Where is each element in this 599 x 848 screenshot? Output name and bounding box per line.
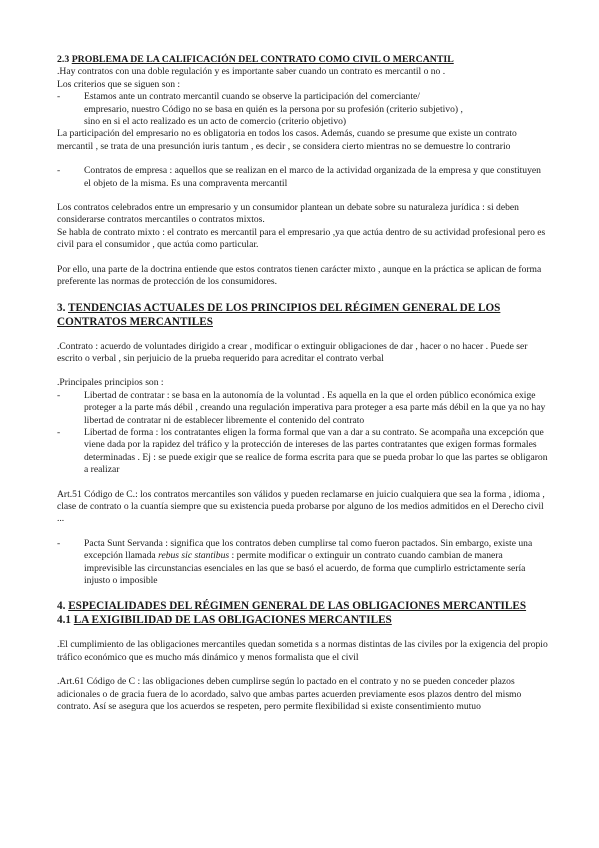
paragraph: .Principales principios son : — [57, 377, 164, 389]
heading-4 — [57, 599, 549, 613]
paragraph: .Hay contratos con una doble regulación y es importante saber cuando un contrato es mercantil o no . — [57, 66, 446, 78]
heading-title: LA EXIGIBILIDAD DE LAS OBLIGACIONES MERCANTILES — [73, 614, 392, 627]
bullet-item — [57, 165, 549, 190]
bullet-marker: - — [57, 389, 61, 401]
bullet-marker: - — [57, 426, 61, 438]
heading-title: CONTRATOS MERCANTILES — [57, 315, 213, 328]
bullet-item — [57, 427, 549, 477]
paragraph: Los criterios que se siguen son : — [57, 78, 181, 90]
bullet-text — [84, 538, 549, 588]
bullet-line: Estamos ante un contrato mercantil cuando se observe la participación del comerciante/ — [84, 91, 420, 103]
heading-number: 4.1 — [57, 614, 71, 627]
heading-title: TENDENCIAS ACTUALES DE LOS PRINCIPIOS DEL RÉGIMEN GENERAL DE LOS — [68, 301, 501, 314]
bullet-text: Libertad de contratar : se basa en la autonomía de la voluntad . Es aquella en la que el orden público económica exige proteger a la parte más débil , creando una regulación imperativa para proteger a esa parte más débil en la que ya no hay libertad de contratar ni de establecer libremente el contenido del contrato — [84, 389, 546, 426]
heading-number: 2.3 — [57, 54, 70, 65]
paragraph: Por ello, una parte de la doctrina entiende que estos contratos tienen carácter mixto , aunque en la práctica se aplican de forma preferente las normas de protección de los consumidores. — [57, 263, 542, 288]
bullet-marker: - — [57, 91, 61, 103]
heading-title: PROBLEMA DE LA CALIFICACIÓN DEL CONTRATO COMO CIVIL O MERCANTIL — [71, 54, 454, 65]
heading-number: 3. — [57, 301, 66, 314]
heading-3 — [57, 301, 549, 315]
bullet-text-part: Pacta Sunt Servanda : significa que los contratos deben cumplirse tal como fueron pactados. Sin embargo, existe una excepción llamada — [84, 537, 533, 562]
bullet-marker: - — [57, 165, 61, 177]
paragraph: Se habla de contrato mixto : el contrato es mercantil para el empresario ,ya que actúa dentro de su actividad profesional pero es civil para el consumidor , que actúa como particular. — [57, 226, 546, 251]
bullet-text: Contratos de empresa : aquellos que se realizan en el marco de la actividad organizada de la empresa y que constituyen el objeto de la misma. Es una compraventa mercantil — [84, 165, 541, 189]
paragraph: .El cumplimiento de las obligaciones mercantiles quedan sometida s a normas distintas de las civiles por la exigencia del propio tráfico económico que es mucho más dinámico y menos formalista que el civil — [57, 639, 548, 663]
document-body — [57, 54, 549, 713]
bullet-item — [57, 390, 549, 427]
paragraph: .Art.61 Código de C : las obligaciones deben cumplirse según lo pactado en el contrato y no se pueden conceder plazos adicionales o de gracia fuera de lo acordado, salvo que ambas partes acuerden previamente esos plazos dentro del mismo contrato. Así se asegura que los acuerdos se respeten, pero permite flexibilidad si existe consentimiento mutuo — [57, 676, 522, 713]
bullet-item — [57, 91, 549, 128]
bullet-marker: - — [57, 537, 61, 549]
bullet-text: Libertad de forma : los contratantes eligen la forma formal que van a dar a su contrato. Se acompaña una excepción que viene dada por la rapidez del tráfico y la protección de intereses de las partes contratantes que exigen formas formales determinadas . Ej : se puede exigir que se realice de forma escrita para que se pueda probar lo que las partes se obligaron a realizar — [84, 426, 548, 476]
bullet-line: empresario, nuestro Código no se basa en quién es la persona por su profesión (criterio subjetivo) , — [84, 103, 463, 115]
latin-term: rebus sic stantibus — [158, 550, 230, 562]
bullet-item — [57, 538, 549, 588]
paragraph: .Contrato : acuerdo de voluntades dirigido a crear , modificar o extinguir obligaciones de dar , hacer o no hacer . Puede ser escrito o verbal , sin perjuicio de la prueba requerido para acreditar el contrato verbal — [57, 340, 528, 364]
bullet-text-part: : permite modificar o extinguir un contrato cuando cambian de manera imprevisible las circunstancias esenciales en las que se basó el acuerdo, de forma que cumplirlo estrictamente sería injusto o imposible — [84, 550, 526, 586]
heading-2-3 — [57, 54, 549, 66]
paragraph: Los contratos celebrados entre un empresario y un consumidor plantean un debate sobre su naturaleza jurídica : si deben considerarse contratos mercantiles o contratos mixtos. — [57, 202, 519, 226]
heading-title: ESPECIALIDADES DEL RÉGIMEN GENERAL DE LAS OBLIGACIONES MERCANTILES — [68, 600, 527, 613]
heading-3-cont — [57, 315, 549, 329]
heading-4-1 — [57, 613, 549, 627]
paragraph: La participación del empresario no es obligatoria en todos los casos. Además, cuando se presume que existe un contrato mercantil , se trata de una presunción iuris tantum , es decir , se considera cierto mientras no se demuestre lo contrario — [57, 128, 517, 152]
paragraph: Art.51 Código de C.: los contratos mercantiles son válidos y pueden reclamarse en juicio cualquiera que sea la forma , idioma , clase de contrato o la cuantía siempre que su existencia pueda probarse por alguno de los medios admitidos en el Derecho civil ... — [57, 488, 545, 525]
bullet-line: sino en si el acto realizado es un acto de comercio (criterio objetivo) — [84, 116, 347, 128]
heading-number: 4. — [57, 600, 66, 613]
